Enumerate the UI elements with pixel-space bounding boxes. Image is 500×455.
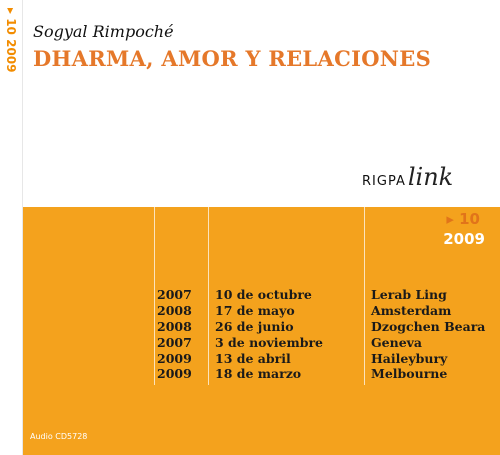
table-row [157,319,491,335]
row-date: 3 de noviembre [215,334,323,350]
spine-catalog-label: Audio CD5728 [5,380,15,438]
table-row [157,334,491,350]
teachings-table [157,287,491,382]
row-date: 26 de junio [215,318,294,334]
row-year: 2007 [157,334,192,350]
row-year: 2008 [157,318,192,334]
row-place: Amsterdam [371,303,452,319]
row-date: 10 de octubre [215,287,312,303]
row-place: Melbourne [371,366,448,382]
row-date: 17 de mayo [215,303,295,319]
catalog-label: Audio CD5728 [30,432,88,441]
cover-title: DHARMA, AMOR Y RELACIONES [33,46,432,71]
table-row [157,350,491,366]
rigpa-link-logo [362,163,453,191]
author-name: Sogyal Rimpoché [33,22,174,41]
column-divider [154,207,155,385]
row-year: 2007 [157,287,192,303]
spine-issue-label: ▸ 10 2009 [4,8,18,73]
row-year: 2008 [157,303,192,319]
row-date: 18 de marzo [215,366,302,382]
row-year: 2009 [157,366,192,382]
row-year: 2009 [157,350,192,366]
table-row [157,366,491,382]
issue-year: 2009 [443,230,485,248]
table-row [157,287,491,303]
table-row [157,303,491,319]
row-place: Dzogchen Beara [371,318,486,334]
row-place: Geneva [371,334,423,350]
issue-number: ▸ 10 [446,210,480,228]
row-place: Haileybury [371,350,448,366]
logo-link-text: link [407,163,454,191]
row-date: 13 de abril [215,350,291,366]
logo-rigpa-text: RIGPA [362,174,406,189]
spine [0,0,22,455]
row-place: Lerab Ling [371,287,447,303]
